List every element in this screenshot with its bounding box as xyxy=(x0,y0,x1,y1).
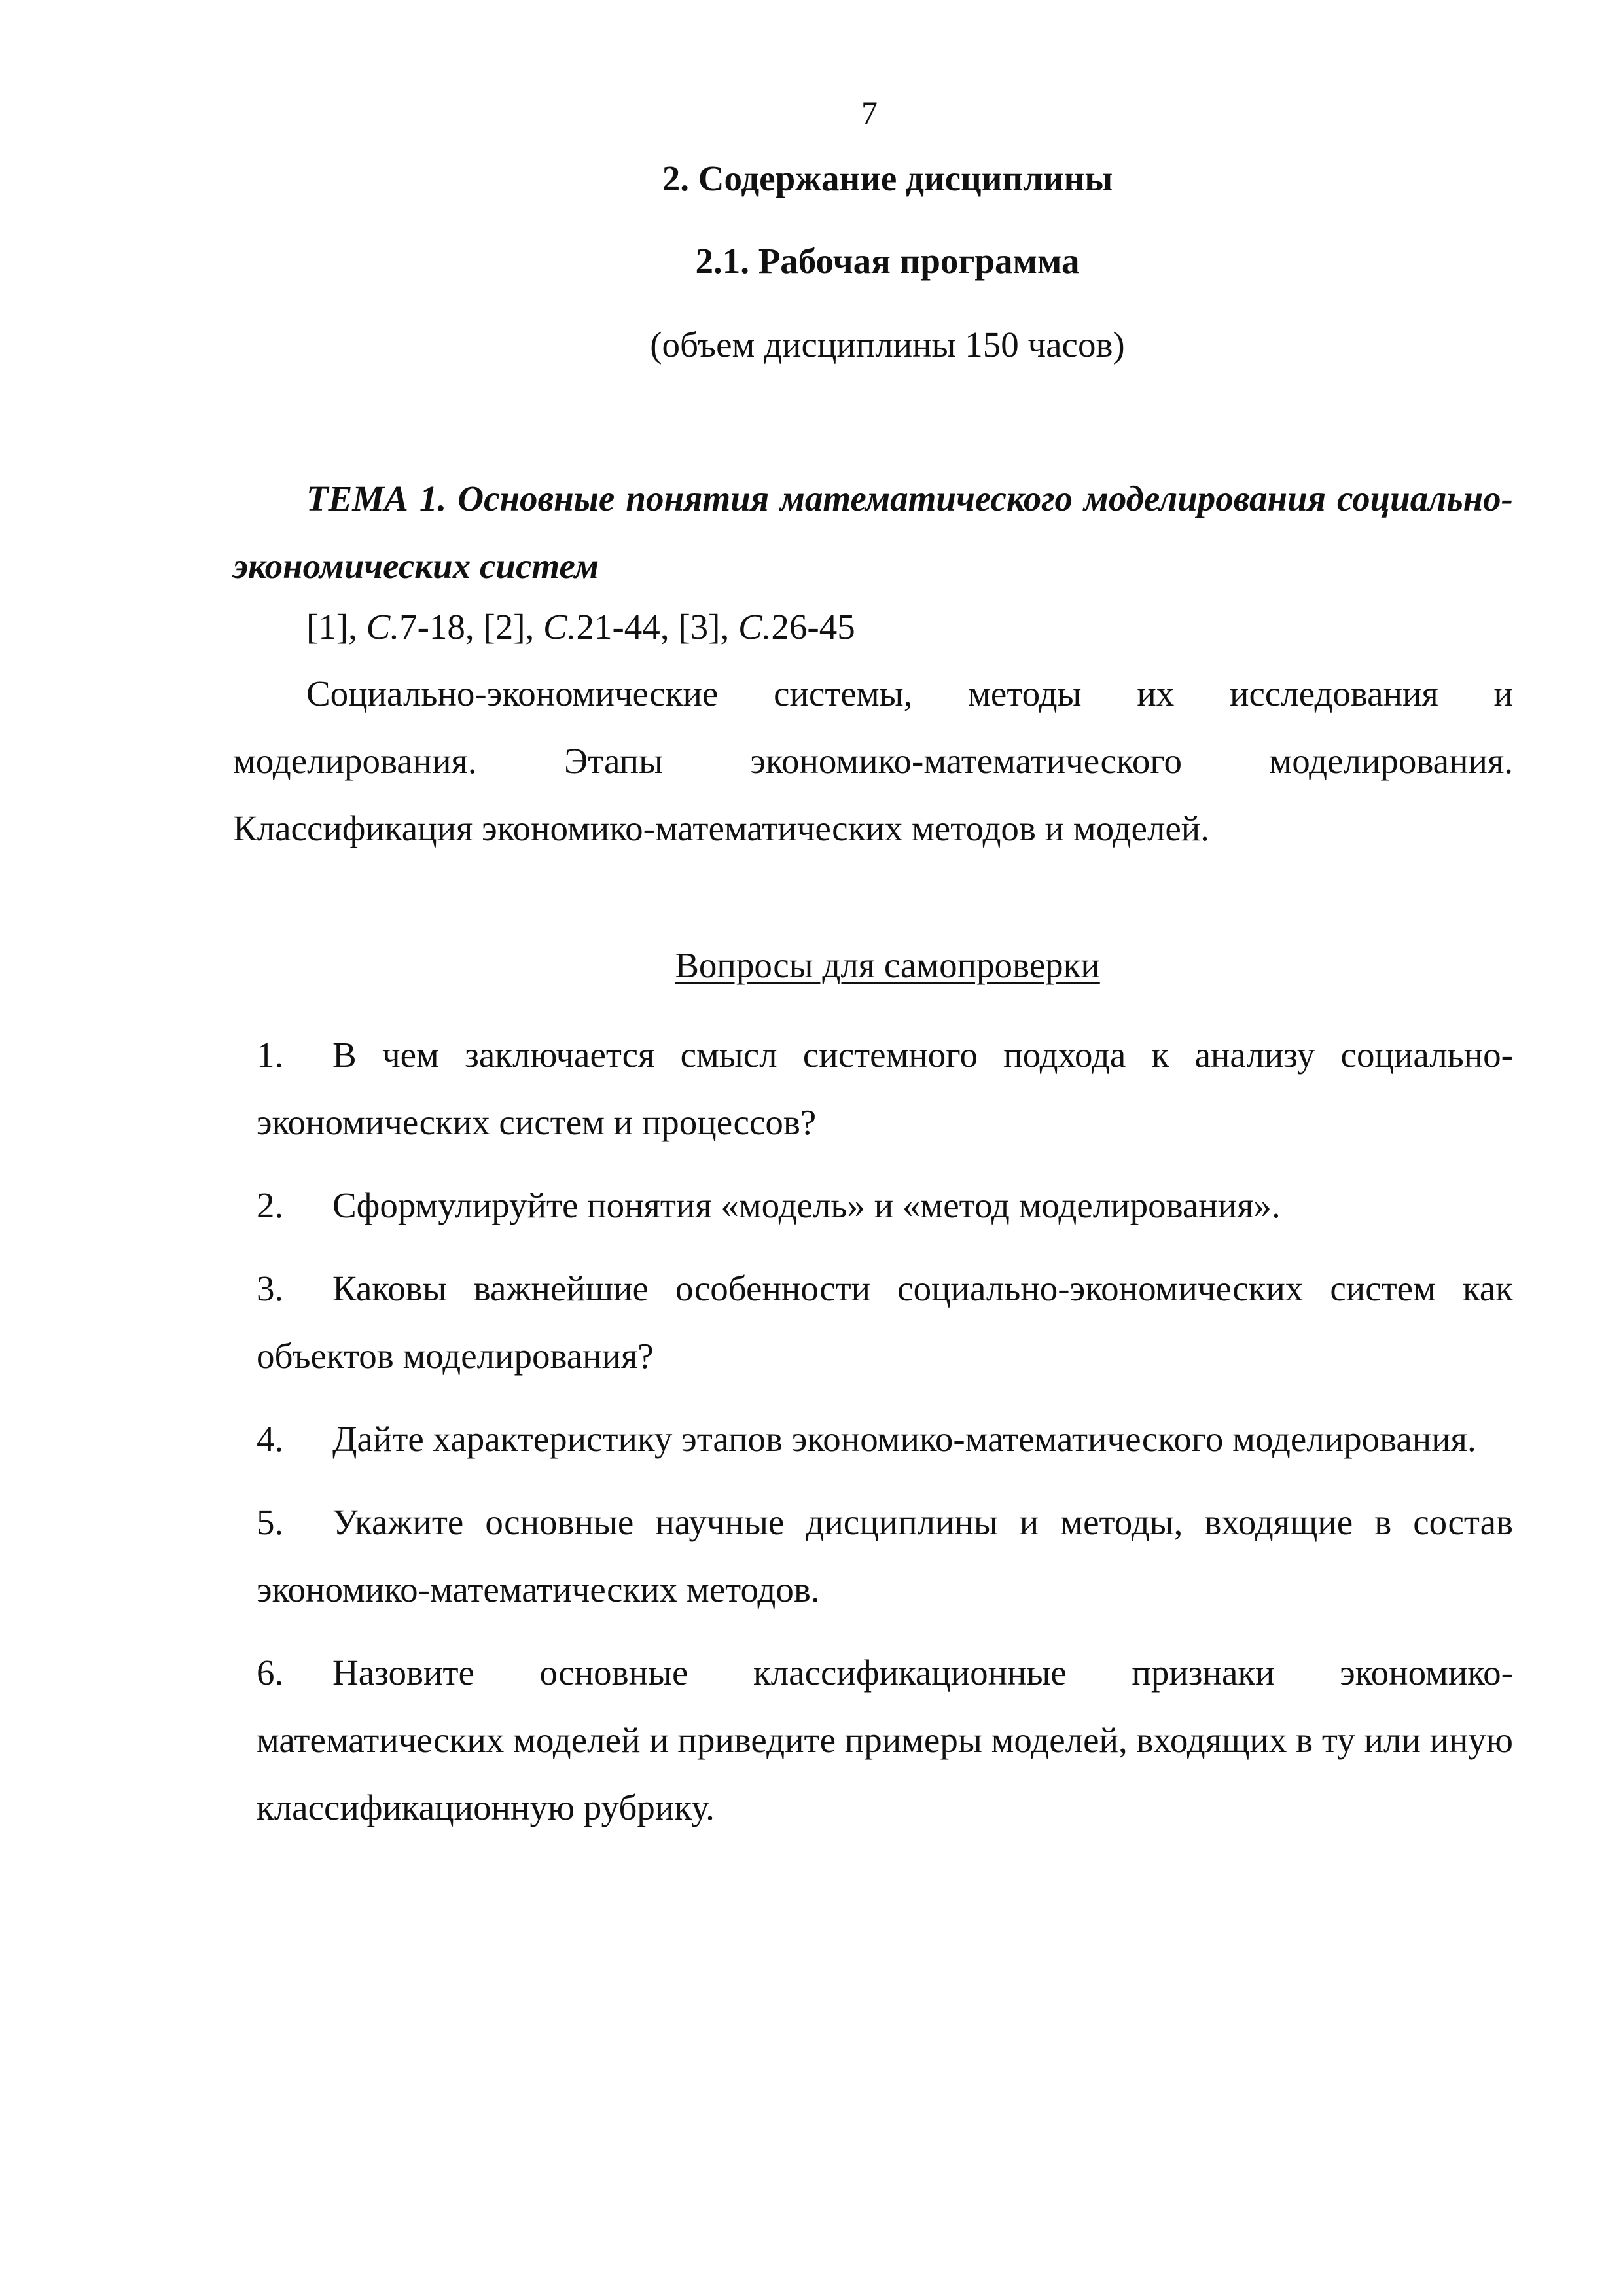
question-item: 2. Сформулируйте понятия «модель» и «метод моделирования». xyxy=(257,1185,1281,1225)
question-item: 6. Назовите основные классификационные признаки экономико-математических моделей и приведите примеры моделей, входящих в ту или иную классификационную рубрику. xyxy=(257,1653,1513,1827)
question-item: 3. Каковы важнейшие особенности социально-экономических систем как объектов моделирования? xyxy=(257,1268,1513,1376)
reference-2: [2], С.21-44 xyxy=(483,607,660,647)
page-number: 7 xyxy=(861,94,878,131)
subsection-title: 2.1. Рабочая программа xyxy=(695,241,1080,281)
reference-3: [3], С.26-45 xyxy=(678,607,855,647)
reference-1: [1], С.7-18 xyxy=(306,607,465,647)
question-item: 1. В чем заключается смысл системного подхода к анализу социально-экономических систем и процессов? xyxy=(257,1035,1513,1142)
topic-description: Социально-экономические системы, методы их исследования и моделирования. Этапы экономико-математического моделирования. Классификация экономико-математических методов и моделей. xyxy=(233,673,1513,848)
volume-note: (объем дисциплины 150 часов) xyxy=(650,325,1125,365)
questions-list xyxy=(257,1021,1513,1857)
questions-title: Вопросы для самопроверки xyxy=(675,945,1100,985)
question-item: 5. Укажите основные научные дисциплины и методы, входящие в состав экономико-математических методов. xyxy=(257,1502,1513,1609)
topic-title: ТЕМА 1. Основные понятия математического моделирования социально-экономических систем xyxy=(233,478,1513,586)
topic-references: [1], С.7-18, [2], С.21-44, [3], С.26-45 xyxy=(306,607,855,647)
question-item: 4. Дайте характеристику этапов экономико-математического моделирования. xyxy=(257,1419,1476,1459)
section-title: 2. Содержание дисциплины xyxy=(662,158,1113,198)
